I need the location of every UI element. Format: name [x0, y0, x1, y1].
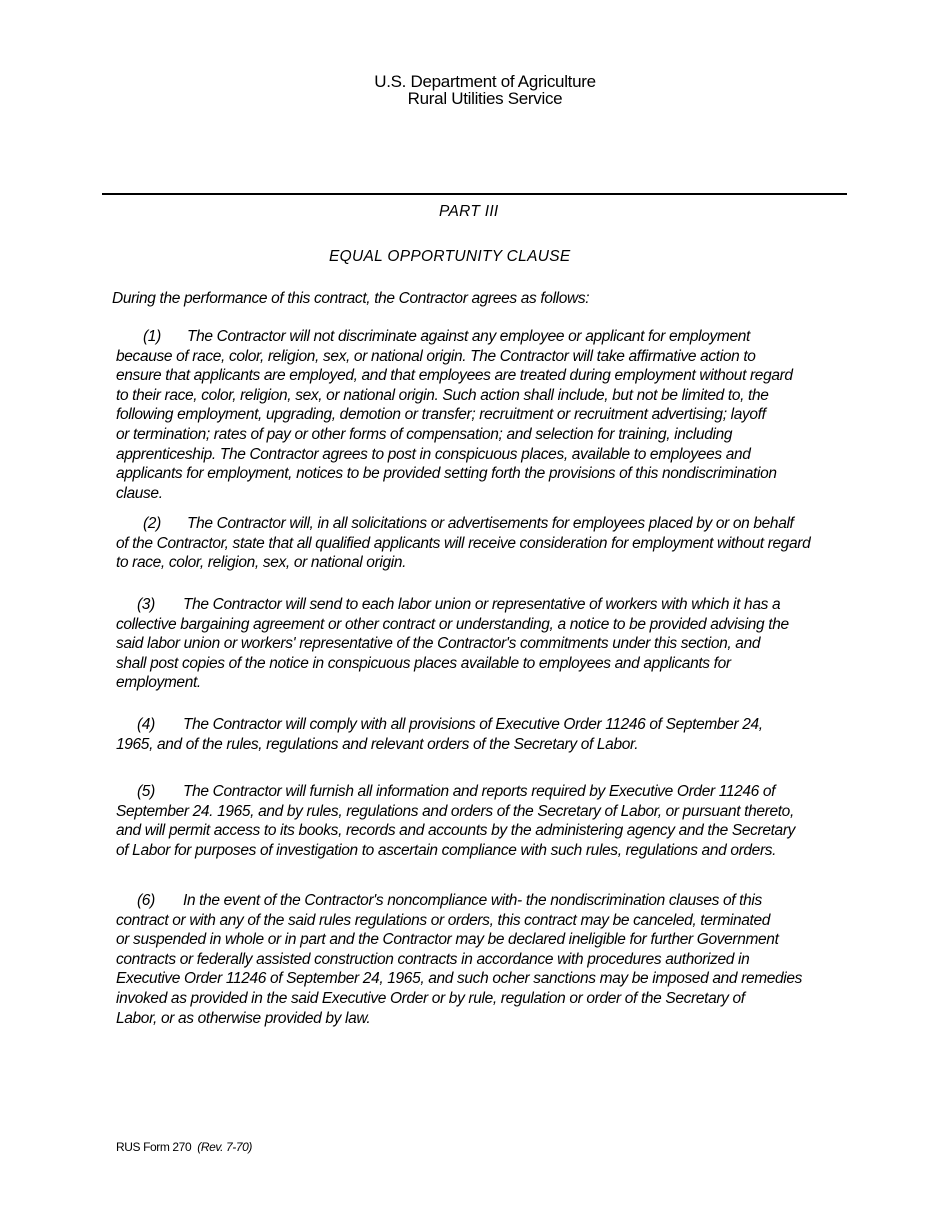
clause-title: EQUAL OPPORTUNITY CLAUSE [329, 248, 571, 265]
paragraph-number: (1) [143, 328, 161, 345]
paragraph-line: contracts or federally assisted construction contracts in accordance with procedures authorized in [116, 950, 750, 968]
paragraph-line: The Contractor will, in all solicitations or advertisements for employees placed by or on behalf [187, 515, 794, 532]
paragraph-line: said labor union or workers' representative of the Contractor's commitments under this section, and [116, 635, 761, 653]
paragraph-line: The Contractor will not discriminate against any employee or applicant for employment [187, 328, 750, 345]
paragraph-line: September 24. 1965, and by rules, regulations and orders of the Secretary of Labor, or pursuant thereto, [116, 802, 794, 820]
paragraph-line: clause. [116, 484, 163, 502]
service-name: Rural Utilities Service [407, 89, 563, 108]
paragraph-6 [116, 891, 802, 1028]
paragraph-line: In the event of the Contractor's noncompliance with- the nondiscrimination clauses of this [183, 892, 762, 909]
paragraph-3 [116, 595, 789, 693]
part-heading: PART III [439, 203, 499, 220]
paragraph-line: invoked as provided in the said Executive Order or by rule, regulation or order of the Secretary of [116, 989, 745, 1007]
paragraph-line: The Contractor will furnish all information and reports required by Executive Order 11246 of [183, 783, 776, 800]
paragraph-line: or termination; rates of pay or other forms of compensation; and selection for training, including [116, 425, 733, 443]
paragraph-line: following employment, upgrading, demotion or transfer; recruitment or recruitment advertising; layoff [116, 406, 766, 424]
paragraph-line: employment. [116, 674, 201, 692]
paragraph-line: ensure that applicants are employed, and that employees are treated during employment without regard [116, 367, 793, 385]
paragraph-1 [116, 327, 793, 503]
paragraph-line: collective bargaining agreement or other contract or understanding, a notice to be provided advising the [116, 615, 789, 633]
paragraph-line: The Contractor will comply with all provisions of Executive Order 11246 of September 24, [183, 716, 763, 733]
paragraph-2 [116, 514, 810, 573]
paragraph-line: to race, color, religion, sex, or national origin. [116, 554, 407, 572]
form-footer [116, 1140, 252, 1154]
paragraph-line: and will permit access to its books, records and accounts by the administering agency and the Secretary [116, 822, 796, 840]
paragraph-line: apprenticeship. The Contractor agrees to post in conspicuous places, available to employees and [116, 445, 751, 463]
paragraph-line: or suspended in whole or in part and the Contractor may be declared ineligible for further Government [116, 931, 779, 949]
paragraph-number: (6) [137, 892, 155, 909]
paragraph-line: because of race, color, religion, sex, or national origin. The Contractor will take affirmative action to [116, 347, 756, 365]
paragraph-line: of Labor for purposes of investigation to ascertain compliance with such rules, regulations and orders. [116, 841, 777, 859]
form-number: RUS Form 270 [116, 1140, 192, 1154]
paragraph-5 [116, 782, 795, 860]
paragraph-number: (4) [137, 716, 155, 733]
paragraph-4 [116, 715, 763, 754]
paragraph-line: Executive Order 11246 of September 24, 1965, and such ocher sanctions may be imposed and remedies [116, 970, 803, 988]
paragraph-line: of the Contractor, state that all qualified applicants will receive consideration for employment without regard [116, 534, 811, 552]
paragraph-number: (3) [137, 596, 155, 613]
paragraph-line: shall post copies of the notice in conspicuous places available to employees and applicants for [116, 654, 731, 672]
header-divider [102, 193, 847, 195]
paragraph-line: The Contractor will send to each labor union or representative of workers with which it has a [183, 596, 781, 613]
paragraph-line: to their race, color, religion, sex, or national origin. Such action shall include, but not be limited to, the [116, 386, 769, 404]
paragraph-line: 1965, and of the rules, regulations and relevant orders of the Secretary of Labor. [116, 735, 639, 753]
agency-name: U.S. Department of Agriculture [374, 72, 596, 91]
intro-text: During the performance of this contract, the Contractor agrees as follows: [112, 290, 590, 307]
form-revision: (Rev. 7-70) [197, 1140, 252, 1154]
paragraph-line: Labor, or as otherwise provided by law. [116, 1009, 371, 1027]
paragraph-number: (2) [143, 515, 161, 532]
paragraph-number: (5) [137, 783, 155, 800]
paragraph-line: contract or with any of the said rules regulations or orders, this contract may be canceled, terminated [116, 911, 771, 929]
paragraph-line: applicants for employment, notices to be provided setting forth the provisions of this nondiscrimination [116, 465, 777, 483]
